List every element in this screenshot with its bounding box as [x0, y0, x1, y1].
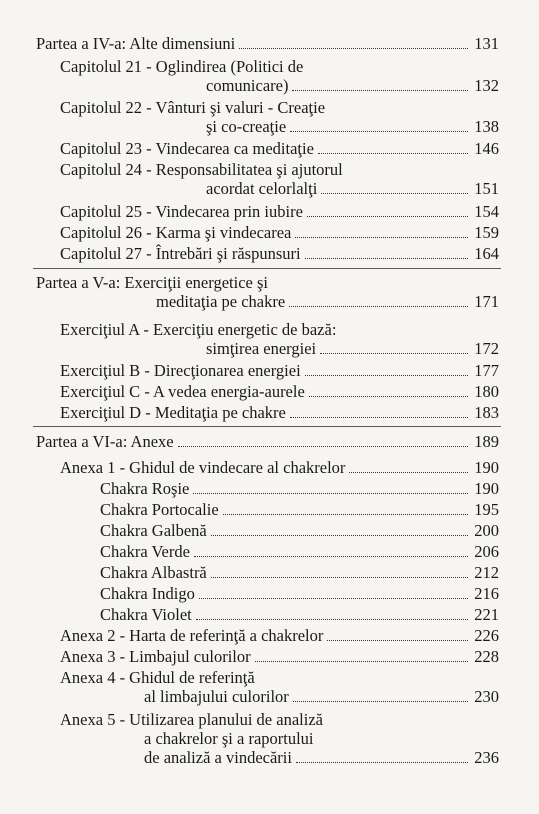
toc-entry: Capitolul 23 - Vindecarea ca meditaţie 146 [60, 139, 499, 158]
toc-entry: Anexa 3 - Limbajul culorilor 228 [60, 647, 499, 666]
divider [33, 426, 501, 427]
section-title: Partea a IV-a: Alte dimensiuni 131 [36, 34, 499, 53]
toc-entry: Capitolul 24 - Responsabilitatea şi ajutorul acordat celorlalţi 151 [60, 160, 499, 198]
toc-entry: Anexa 1 - Ghidul de vindecare al chakrelor 190 [60, 458, 499, 477]
toc-entry: Capitolul 26 - Karma şi vindecarea 159 [60, 223, 499, 242]
toc-entry: Capitolul 21 - Oglindirea (Politici de comunicare) 132 [60, 57, 499, 95]
toc-subentry: Chakra Roşie 190 [100, 479, 499, 498]
toc-entry: Anexa 2 - Harta de referinţă a chakrelor 226 [60, 626, 499, 645]
section-title: Partea a VI-a: Anexe 189 [36, 432, 499, 451]
toc-subentry: Chakra Verde 206 [100, 542, 499, 561]
toc-entry: Exerciţiul C - A vedea energia-aurele 180 [60, 382, 499, 401]
toc-subentry: Chakra Galbenă 200 [100, 521, 499, 540]
toc-entry: Exerciţiul D - Meditaţia pe chakre 183 [60, 403, 499, 422]
toc-subentry: Chakra Violet 221 [100, 605, 499, 624]
toc-entry: Capitolul 22 - Vânturi şi valuri - Creaţie şi co-creaţie 138 [60, 98, 499, 136]
toc-subentry: Chakra Indigo 216 [100, 584, 499, 603]
toc-entry: Exerciţiul B - Direcţionarea energiei 177 [60, 361, 499, 380]
divider [33, 268, 501, 269]
toc-entry: Capitolul 27 - Întrebări şi răspunsuri 164 [60, 244, 499, 263]
toc-entry: Capitolul 25 - Vindecarea prin iubire 154 [60, 202, 499, 221]
toc-entry: Anexa 5 - Utilizarea planului de analiză a chakrelor şi a raportului de analiză a vindecării 236 [60, 710, 499, 767]
section-title: Partea a V-a: Exerciţii energetice şi meditaţia pe chakre 171 [36, 273, 499, 311]
toc-entry: Exerciţiul A - Exerciţiu energetic de bază: simţirea energiei 172 [60, 320, 499, 358]
toc-entry: Anexa 4 - Ghidul de referinţă al limbajului culorilor 230 [60, 668, 499, 706]
toc-subentry: Chakra Albastră 212 [100, 563, 499, 582]
toc-subentry: Chakra Portocalie 195 [100, 500, 499, 519]
